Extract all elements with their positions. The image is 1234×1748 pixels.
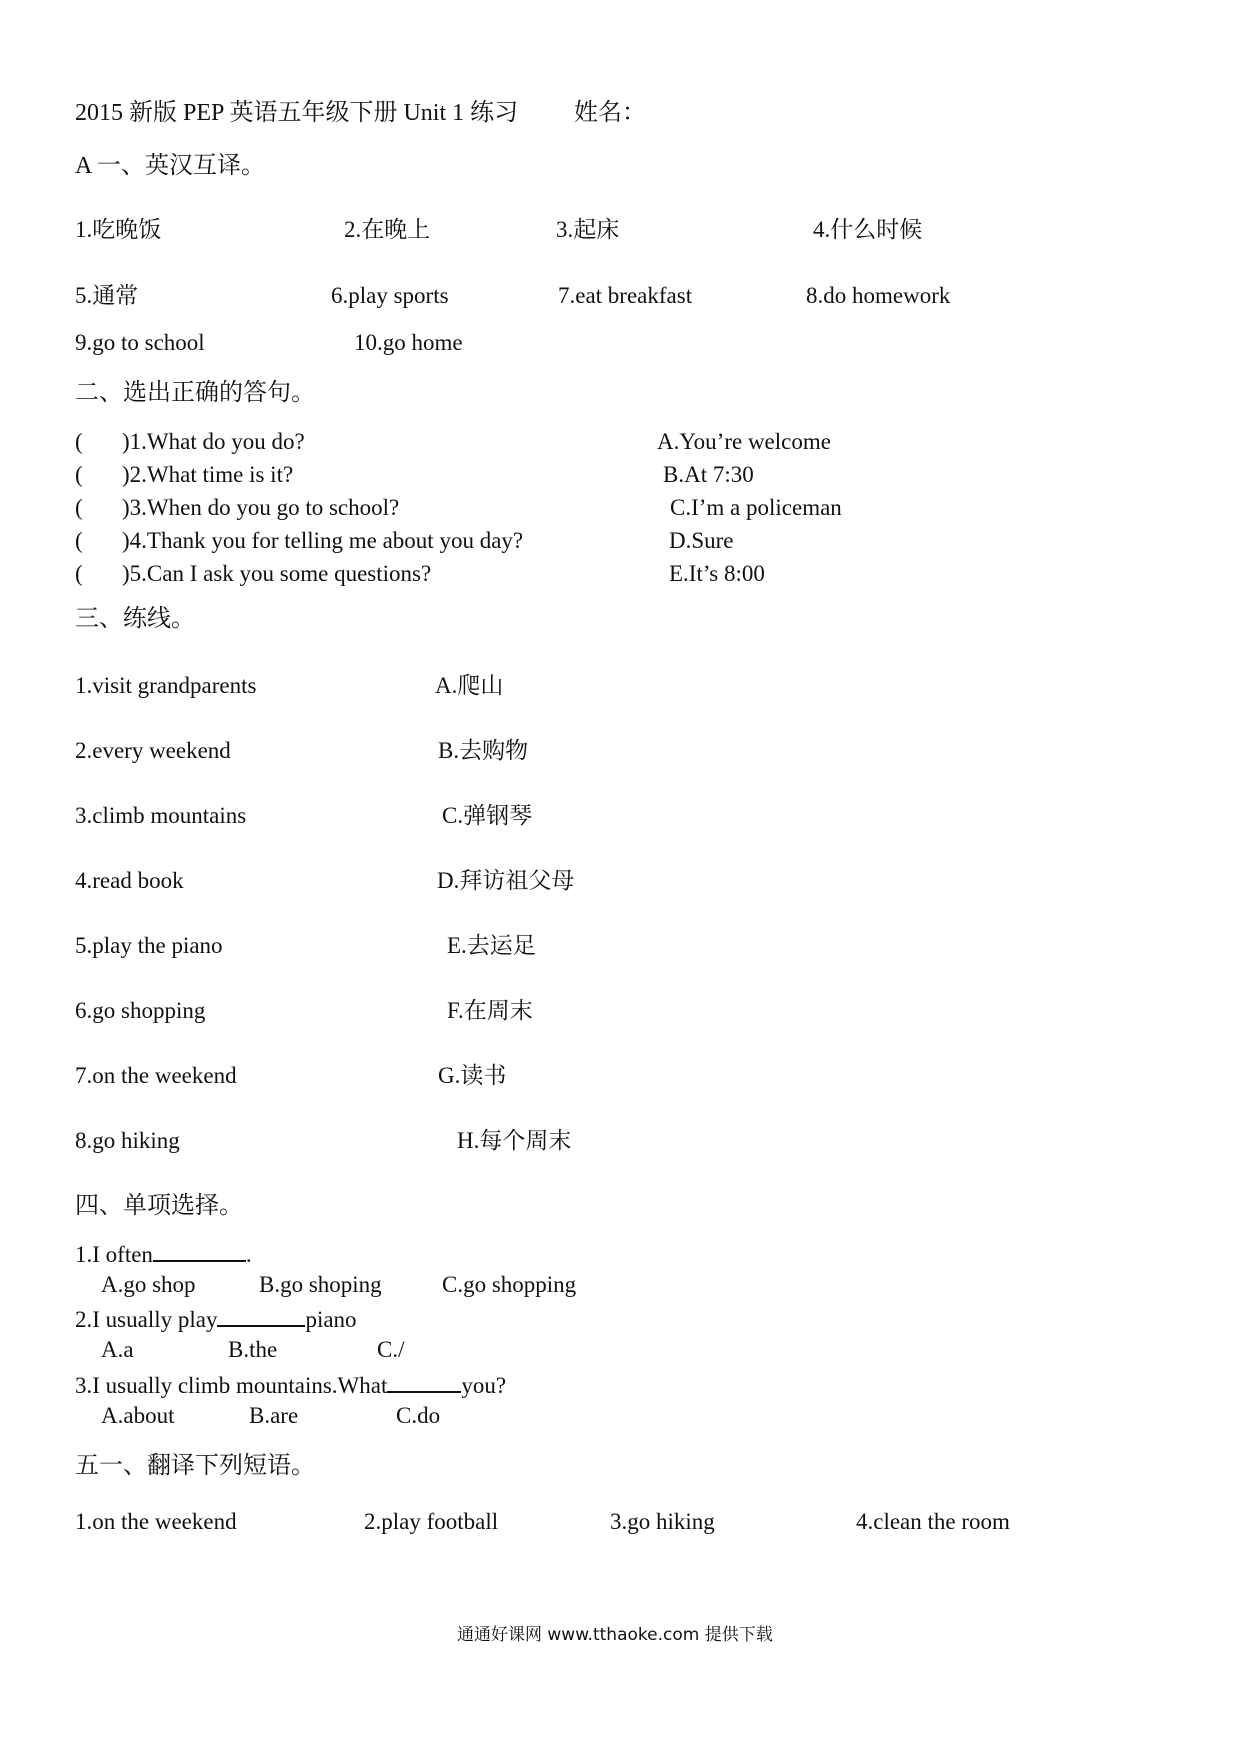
match-right-item: A.爬山: [435, 673, 504, 698]
choice-option: B.the: [228, 1337, 278, 1362]
match-left-item: 8.go hiking: [75, 1128, 180, 1153]
match-right-item: H.每个周末: [457, 1128, 572, 1153]
match-left-item: 2.every weekend: [75, 738, 231, 763]
answer-option: E.It’s 8:00: [669, 561, 765, 586]
choice-option: C./: [377, 1337, 405, 1362]
choice-option: C.go shopping: [442, 1272, 577, 1297]
match-left-item: 4.read book: [75, 868, 184, 893]
sec1-item-10: 10.go home: [354, 330, 463, 355]
section-5-heading: 五一、翻译下列短语。: [75, 1453, 315, 1479]
match-left-item: 6.go shopping: [75, 998, 206, 1023]
answer-option: B.At 7:30: [663, 462, 754, 487]
sec1-item-6: 6.play sports: [331, 283, 449, 308]
choice-option: A.a: [101, 1337, 134, 1362]
question-stem-end: you?: [461, 1373, 507, 1398]
question-stem-end: .: [245, 1242, 252, 1267]
match-right-item: G.读书: [438, 1063, 507, 1088]
sec5-item-4: 4.clean the room: [856, 1509, 1010, 1534]
question-stem: 1.I often: [75, 1242, 153, 1267]
question-text: )4.Thank you for telling me about you day?: [122, 528, 524, 553]
section-1-heading: A 一、英汉互译。: [75, 153, 266, 179]
choice-option: B.go shoping: [259, 1272, 382, 1297]
match-left-item: 3.climb mountains: [75, 803, 247, 828]
question-text: )5.Can I ask you some questions?: [122, 561, 432, 586]
choice-option: A.about: [101, 1403, 175, 1428]
page-title: 2015 新版 PEP 英语五年级下册 Unit 1 练习: [75, 100, 519, 126]
sec5-item-2: 2.play football: [364, 1509, 499, 1534]
choice-question-1: [75, 1240, 252, 1266]
answer-blank: [387, 1371, 461, 1393]
match-left-item: 7.on the weekend: [75, 1063, 237, 1088]
name-label: 姓名：: [574, 100, 646, 126]
answer-paren: (: [75, 462, 83, 487]
match-right-item: F.在周末: [447, 998, 533, 1023]
answer-blank: [153, 1240, 246, 1262]
choice-option: A.go shop: [101, 1272, 196, 1297]
section-2-heading: 二、选出正确的答句。: [75, 380, 315, 406]
question-stem-end: piano: [305, 1307, 357, 1332]
section-3-heading: 三、练线。: [75, 606, 195, 632]
answer-paren: (: [75, 495, 83, 520]
answer-paren: (: [75, 429, 83, 454]
answer-paren: (: [75, 528, 83, 553]
question-text: )1.What do you do?: [122, 429, 305, 454]
question-text: )3.When do you go to school?: [122, 495, 400, 520]
sec1-item-8: 8.do homework: [806, 283, 951, 308]
match-right-item: C.弹钢琴: [442, 803, 533, 828]
sec5-item-3: 3.go hiking: [610, 1509, 715, 1534]
sec1-item-7: 7.eat breakfast: [558, 283, 693, 308]
match-left-item: 1.visit grandparents: [75, 673, 257, 698]
sec1-item-3: 3.起床: [556, 217, 620, 242]
answer-paren: (: [75, 561, 83, 586]
choice-option: B.are: [249, 1403, 299, 1428]
choice-question-3: [75, 1371, 506, 1397]
question-stem: 2.I usually play: [75, 1307, 218, 1332]
sec5-item-1: 1.on the weekend: [75, 1509, 237, 1534]
answer-blank: [217, 1305, 305, 1327]
choice-option: C.do: [396, 1403, 441, 1428]
match-right-item: D.拜访祖父母: [437, 868, 575, 893]
answer-option: D.Sure: [669, 528, 734, 553]
answer-option: C.I’m a policeman: [670, 495, 842, 520]
sec1-item-9: 9.go to school: [75, 330, 205, 355]
sec1-item-4: 4.什么时候: [813, 217, 923, 242]
footer-source: 通通好课网 www.tthaoke.com 提供下载: [457, 1625, 773, 1645]
match-right-item: B.去购物: [438, 738, 529, 763]
question-text: )2.What time is it?: [122, 462, 294, 487]
section-4-heading: 四、单项选择。: [75, 1193, 243, 1219]
question-stem: 3.I usually climb mountains.What: [75, 1373, 388, 1398]
match-right-item: E.去运足: [447, 933, 536, 958]
match-left-item: 5.play the piano: [75, 933, 223, 958]
answer-option: A.You’re welcome: [657, 429, 831, 454]
sec1-item-5: 5.通常: [75, 283, 139, 308]
sec1-item-2: 2.在晚上: [344, 217, 431, 242]
choice-question-2: [75, 1305, 357, 1331]
sec1-item-1: 1.吃晚饭: [75, 217, 162, 242]
